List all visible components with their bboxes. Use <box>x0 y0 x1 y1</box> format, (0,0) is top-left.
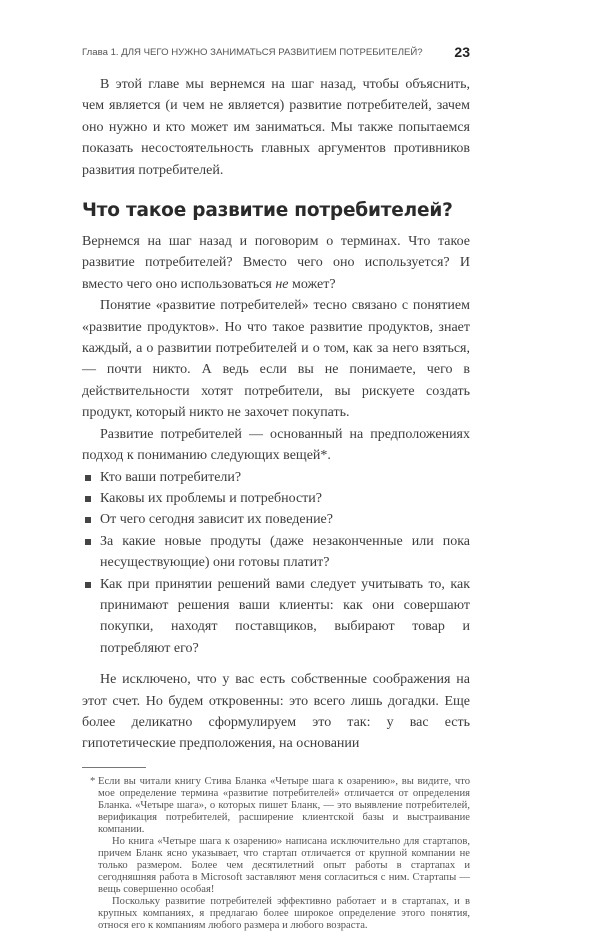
page-column <box>82 0 470 952</box>
intro-section <box>82 74 470 181</box>
list-item-text: Как при принятии решений вами следует учитывать то, как принимают решения ваши клиенты: как они совершают покупки, находят поставщиков, выбирают товар и потребляют его? <box>100 576 470 656</box>
bullet-icon <box>85 496 91 502</box>
footnote-paragraph <box>90 775 470 836</box>
emphasis: не <box>275 276 289 292</box>
footnote-paragraph: Поскольку развитие потребителей эффективно работает и в стартапах, и в крупных компаниях, я предлагаю более широкое определение этого понятия, относя его к компаниям любого размера и любого возраста. <box>98 895 470 931</box>
section-heading: Что такое развитие потребителей? <box>82 200 453 222</box>
list-item <box>82 574 470 660</box>
list-item-text: От чего сегодня зависит их поведение? <box>100 512 333 528</box>
page-number: 23 <box>454 44 470 60</box>
bullet-icon <box>85 539 91 545</box>
list-item <box>82 509 470 530</box>
list-item-text: Кто ваши потребители? <box>100 469 242 485</box>
section-body <box>82 231 470 659</box>
text: Если вы читали книгу Стива Бланка «Четыре шага к озарению», вы видите, что мое определение термина «развитие потребителей» отличается от определения Бланка. «Четыре шага», о которых пишет Бланк, — это выявление потребителей, верификация потребителей, расширение клиентской базы и выстраивание компании. <box>98 775 470 835</box>
paragraph-terms <box>82 231 470 295</box>
list-item <box>82 531 470 574</box>
text: Вернемся на шаг назад и поговорим о терминах. Что такое развитие потребителей? Вместо чего оно используется? И вместо чего оно использоваться <box>82 234 470 292</box>
list-item <box>82 467 470 488</box>
paragraph-approach: Развитие потребителей — основанный на предположениях подход к пониманию следующих вещей*. <box>82 426 470 464</box>
intro-paragraph: В этой главе мы вернемся на шаг назад, чтобы объяснить, чем является (и чем не является) развитие потребителей, зачем оно нужно и кто может им заниматься. Мы также попытаемся показать несостоятельность главных аргументов противников развития потребителей. <box>82 77 470 178</box>
running-header <box>82 44 470 62</box>
list-item-text: Каковы их проблемы и потребности? <box>100 490 323 506</box>
paragraph-guesses: Не исключено, что у вас есть собственные соображения на этот счет. Но будем откровенны: это всего лишь догадки. Еще более деликатно сформулируем это так: у вас есть гипотетические предположения, на основании <box>82 672 470 752</box>
bullet-icon <box>85 582 91 588</box>
paragraph-concept: Понятие «развитие потребителей» тесно связано с понятием «развитие продуктов». Но что такое развитие продуктов, знает каждый, а о развитии потребителей и о том, как за него взяться, — почти никто. А ведь если вы не понимаете, чего в действительности хотят потребители, вы рискуете создать продукт, который никто не захочет покупать. <box>82 298 470 421</box>
chapter-title: Глава 1. ДЛЯ ЧЕГО НУЖНО ЗАНИМАТЬСЯ РАЗВИТИЕМ ПОТРЕБИТЕЛЕЙ? <box>82 47 423 58</box>
footnote <box>90 775 470 932</box>
text: может? <box>288 276 336 292</box>
list-item <box>82 488 470 509</box>
footnote-divider <box>82 767 146 768</box>
bullet-icon <box>85 517 91 523</box>
footnote-paragraph: Но книга «Четыре шага к озарению» написана исключительно для стартапов, причем Бланк ясно указывает, что стартап отличается от крупной компании не только размером. Более чем десятилетний опыт работы в стартапах и сегодняшняя работа в Microsoft заставляют меня согласиться с ним. Стартапы — вещь совершенно особая! <box>98 835 470 895</box>
list-item-text: За какие новые продуты (даже незаконченные или пока несуществующие) они готовы платит? <box>100 533 470 571</box>
question-list <box>82 467 470 660</box>
footnote-marker: * <box>90 775 96 787</box>
closing-section <box>82 669 470 755</box>
bullet-icon <box>85 475 91 481</box>
